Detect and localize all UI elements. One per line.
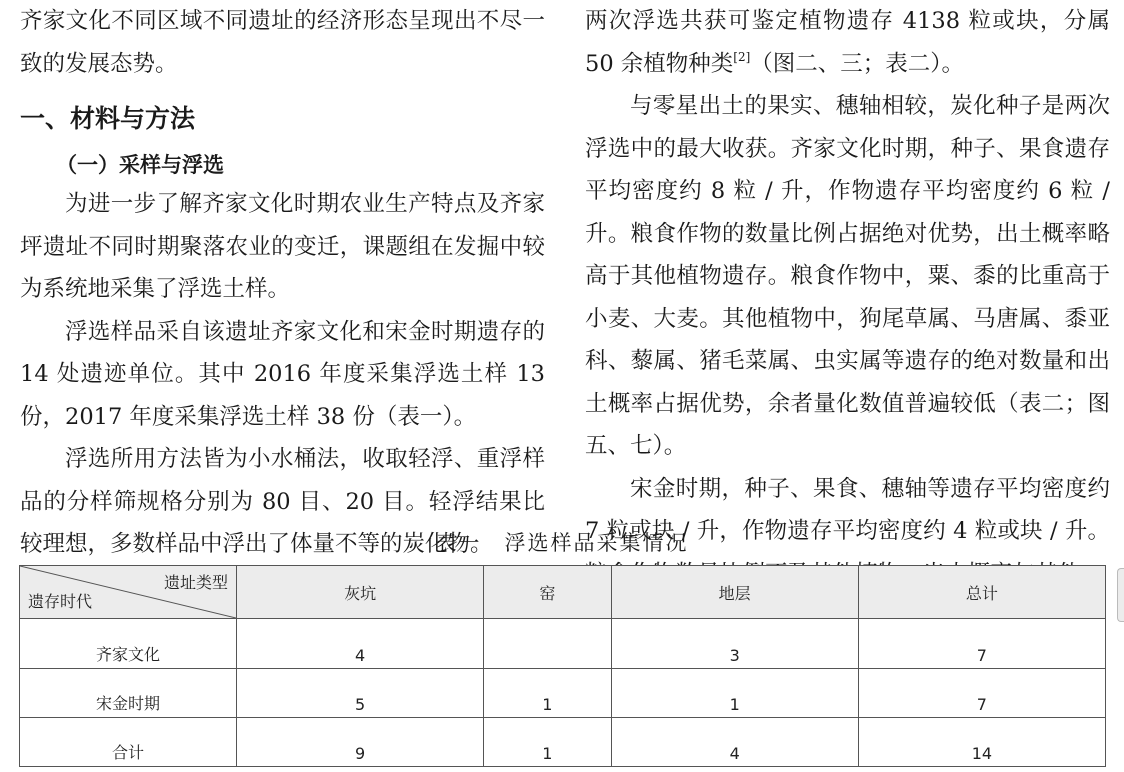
column-header: 窑 [484, 566, 611, 619]
table-cell: 7 [858, 619, 1105, 669]
table-cell: 1 [484, 669, 611, 718]
section-heading: 一、材料与方法 [20, 104, 196, 133]
paragraph-flotation-method: 浮选所用方法皆为小水桶法，收取轻浮、重浮样品的分样筛规格分别为 80 目、20 目。轻浮结果比较理想，多数样品中浮出了体量不等的炭化物。 [20, 446, 545, 557]
results-summary-tail: （图二、三；表二）。 [750, 50, 965, 77]
corner-header-period: 遗存时代 [28, 592, 93, 611]
table-row [20, 718, 1106, 767]
row-label: 齐家文化 [20, 619, 237, 669]
table-cell: 9 [237, 718, 484, 767]
table-title: 表一 浮选样品采集情况 [435, 531, 689, 555]
table-header-row [20, 566, 1106, 619]
flotation-sample-table [19, 565, 1106, 767]
right-column [585, 0, 1110, 595]
table-cell [484, 619, 611, 669]
row-label: 合计 [20, 718, 237, 767]
paragraph-continued: 齐家文化不同区域不同遗址的经济形态呈现出不尽一致的发展态势。 [20, 8, 545, 77]
subsection-heading: （一）采样与浮选 [56, 153, 224, 177]
paragraph-sampling-purpose: 为进一步了解齐家文化时期农业生产特点及齐家坪遗址不同时期聚落农业的变迁，课题组在发掘中较为系统地采集了浮选土样。 [20, 191, 545, 302]
corner-header-site-type: 遗址类型 [163, 573, 228, 592]
paragraph-songjin-results: 宋金时期，种子、果食、穗轴等遗存平均密度约 7 粒或块 / 升，作物遗存平均密度约 4 粒或块 / 升。 [585, 475, 1110, 544]
table-cell: 4 [237, 619, 484, 669]
paragraph-qijia-results: 与零星出土的果实、穗轴相较，炭化种子是两次浮选中的最大收获。齐家文化时期，种子、果食遗存平均密度约 8 粒 / 升，作物遗存平均密度约 6 粒 / 升。粮食作物的数量比例占据绝对优势，出土概率略高于其他植物遗存。粮食作物中，粟、黍的比重高于小麦、大麦。其他植物中，狗尾草属、马唐属、黍亚科、藜属、猪毛菜属、虫实属等遗存的绝对数量和出土概率占据优势，余者量化数值普遍较低（表二；图五、七）。 [585, 93, 1110, 459]
row-label: 宋金时期 [20, 669, 237, 718]
table-cell: 1 [484, 718, 611, 767]
left-column [20, 0, 545, 566]
reference-marker: [2] [733, 49, 751, 64]
column-header: 灰坑 [237, 566, 484, 619]
paragraph-sample-sources: 浮选样品采自该遗址齐家文化和宋金时期遗存的 14 处遗迹单位。其中 2016 年度采集浮选土样 13 份，2017 年度采集浮选土样 38 份（表一）。 [20, 318, 545, 430]
column-header: 总计 [858, 566, 1105, 619]
table-row [20, 669, 1106, 718]
table-cell: 3 [611, 619, 858, 669]
table-cell: 7 [858, 669, 1105, 718]
table-cell: 4 [611, 718, 858, 767]
table-cell: 14 [858, 718, 1105, 767]
diagonal-header-cell [20, 566, 237, 619]
paragraph-results-summary [585, 0, 1110, 85]
column-header: 地层 [611, 566, 858, 619]
table-row [20, 619, 1106, 669]
table-cell: 5 [237, 669, 484, 718]
page-edge-tab [1117, 568, 1124, 622]
results-summary-text: 两次浮选共获可鉴定植物遗存 4138 粒或块，分属 50 余植物种类 [585, 8, 1110, 77]
table-cell: 1 [611, 669, 858, 718]
